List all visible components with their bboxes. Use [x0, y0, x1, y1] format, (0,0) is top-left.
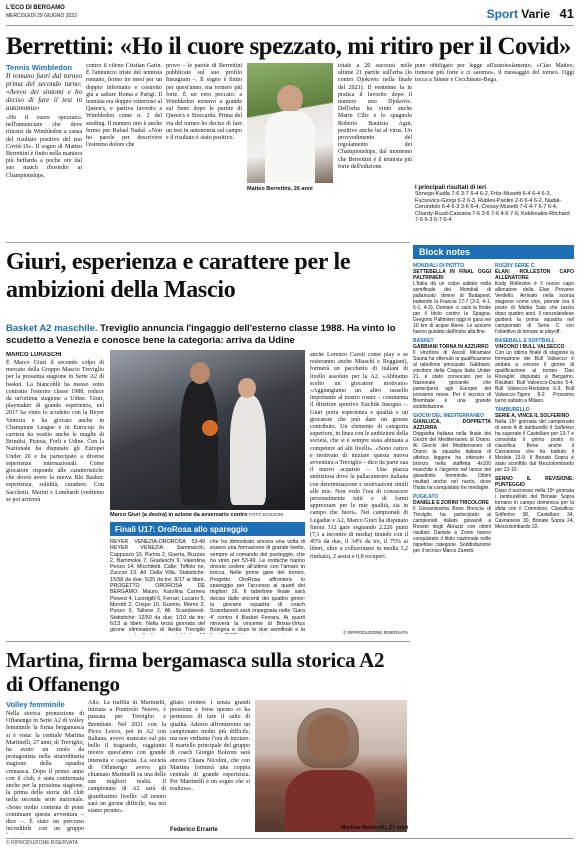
berrettini-col-4: totale a 20 successi nelle ultime 21 partite sull'erba (lo contro Djokovic nella finale del 2021). Il ventenne fa in pratica il favorito dopo il numero uno Djokovic. Dell'erba ha vinto anche Marin Cilic e lo spagnolo Roberto Bautista Agut, positivo anche lui al virus. Un provvedimento del regolamento dei Championships, dal momento che Berrettini è il tennista più forte dell'edizione.	[338, 63, 412, 170]
bn-section: GIOCHI DEL MEDITERRANEO	[413, 413, 485, 419]
giuri-photo	[110, 350, 305, 510]
giuri-subhead-kicker: Basket A2 maschile.	[6, 323, 98, 334]
section-varie: Varie	[521, 7, 550, 21]
giuri-subhead-text: Treviglio annuncia l'ingaggio dell'esterno classe 1988. Ha vinto lo scudetto a Venezia e conosce bene la categoria: arriva da Udine	[6, 323, 396, 346]
section-sport: Sport	[486, 7, 518, 21]
masthead	[6, 4, 574, 26]
player-light-shape	[230, 395, 266, 505]
bn-item	[495, 263, 574, 335]
results-box	[415, 185, 574, 235]
block-notes-title: Block notes	[413, 245, 574, 259]
martina-caption	[290, 825, 408, 831]
giuri-photo-credit: FOTO ROSSONI	[249, 512, 284, 517]
bn-title: VINCONO I BULL VALSECCO	[495, 344, 565, 350]
bn-item	[495, 407, 574, 473]
results-title: I principali risultati di ieri	[415, 185, 487, 191]
martina-hair-shape	[297, 708, 359, 768]
martina-text-1: Nella storica promozione di Offanengo in Serie A2 di volley femminile la firma bergamasca si è vista: la centrale Martina Martinelli, 27 anni, di Treviglio, ha avuto un ruolo da protagonista nella straordinaria stagione della squadra cremasca. Dopo il primo anno con il club, è stata confermata anche per la prossima stagione, la prima della storia del club nella seconda serie nazionale. «Sono molto contenta di poter continuare questa avventura – dice –. È stato un percorso incredibile con un gruppo	[6, 711, 84, 833]
giuri-byline: MARCO LURASCHI	[6, 352, 62, 358]
player-head-dark	[190, 362, 210, 384]
bn-text: Con un ottimo finale di stagione la formazione dei Bull Valsecco è andata a vincere il girone di qualificazione al torneo 'Dan Rovaglio' disputato a Bergamo. Risultati: Bull Valsecco-Ducks 5-4, Bull Valsecco-Redskins 6-3, Bull Valsecco-Tigers 8-2. Prossimo turno sabato a Milano.	[495, 350, 574, 404]
bn-section: BASEBALL E SOFTBALL	[495, 338, 555, 344]
martina-col-1	[6, 700, 84, 834]
bn-text: Il vincitore di Ascoli Miramare Sauna ha ottenuto la qualificazione al tabellone principale. Gabbiani, vincitore della Coppa Italia Under 21, è stato convocato per la Nazionale giovanile che parteciperà agli Europei del prossimo mese. Per il tecnico di Brembate è una grande soddisfazione.	[413, 350, 491, 410]
player-head-shape	[277, 85, 303, 113]
giuri-copyright: © RIPRODUZIONE RISERVATA	[343, 630, 408, 635]
finali-banner: Finali U17: OroRosa allo spareggio	[110, 522, 305, 536]
divider-1	[6, 242, 410, 243]
block-notes-panel	[413, 245, 574, 831]
player-shirt-shape	[265, 111, 315, 183]
giuri-text-1: È Marco Giuri il secondo colpo di mercato della Gruppo Mascio Treviglio per la prossima stagione in Serie A2 di basket. La biancoblù ha messo sotto contratto l'esterno classe 1988, reduce da un'ottima stagione a Udine. Giuri, playmaker di grande esperienza, nel 2017 ha vinto lo scudetto con la Reyer Venezia e ha giocato anche in Champions League e in Eurocup. In carriera ha vestito anche le maglie di Brindisi, Pistoia, Forlì e Udine. Con la Nazionale ha disputato gli Europei Under 20 e ha partecipato a diverse esperienze internazionali. Come giocatore risponde alle caratteristiche che dovrà avere la nuova Blu Basket: esperienza, solidità, carattere. Con Sacchetti, Marini e Lombardi (vedremo se poi arriverà	[6, 360, 104, 503]
bn-section: PUGILATO	[413, 494, 439, 500]
giuri-col-1	[6, 352, 104, 632]
paper-name: L'ECO DI BERGAMO	[6, 5, 65, 11]
bn-section: TAMBURELLO	[495, 407, 530, 413]
martina-jersey-shape	[285, 770, 375, 832]
berrettini-kicker: Tennis Wimbledon	[6, 63, 73, 72]
martina-col-2: Alto. La traffila di Martinelli, iniziata a Pontirolo Nuovo, è passata per Treviglio e Brembate. Nel 2021 con la Picco Lecco, poi in A2 con Italiana, avevo mancato sul più bello il traguardo, raggiunto invece quest'anno con grande intensità e capacità. La società di Offanengo aveva già chiamato Martinelli su una delle sue migliori realtà. Il campionato di A2 sarà di grandissimo livello: «Il nostro sarà un girone difficile, ma noi siamo pronte».	[88, 700, 166, 815]
bn-title: GIANLUCA, DOPPIETTA AZZURRA	[413, 419, 491, 431]
berrettini-text-1: «Ho il cuore spezzato» nell'annunciare che deve ritirarsi da Wimbledon a causa del risultato positivo del test Covid-19». Il sogno di Matteo Berrettini è finito nella maniera più beffarda a poche ore dal suo match d'esordio ai Championships,	[6, 115, 82, 179]
giuri-caption-text: Marco Giuri (a destra) in azione da avversario contro	[110, 512, 248, 518]
bn-text: Kody Rolleston è il nuovo capo allenatore della Elan Provene Verdello. Arrivato nella scorsa stagione come vice, prende ora il posto di Mattia Sala che lascia dopo quattro anni. Il neozelandese guiderà la prima squadra nel campionato di Serie C con l'obiettivo di tornare ai playoff.	[495, 281, 574, 335]
bn-title: ELAN: ROLLESTON CAPO ALLENATORE	[495, 269, 574, 281]
player-dark-shape	[180, 380, 218, 505]
bn-title: DANIELE E ZORINI TRICOLORE	[413, 500, 489, 506]
bn-section: BASKET	[413, 338, 434, 344]
bn-title: SERIE A, VINCE IL SOLFERINO	[495, 413, 570, 419]
bn-item	[495, 338, 574, 404]
bn-text: L'Italia dà un colpo saltato nella semifinale dei Mondiali di pallanuoto donne di Budapest, battendo la Francia 17-7 (3-2, 4-1, 6-1, 4-3). Domani ci sarà la finale per il titolo contro la Spagna. Gregorio Paltrinieri oggi in gara nei 10 km di acque libere. Le azzurre hanno guidato dall'inizio alla fine.	[413, 281, 491, 335]
bn-item	[413, 263, 491, 335]
berrettini-col-2: contro il cileno Cristian Garin. È l'annuncio triste del tennista romano, fermo tre mesi per un doppio infortunio e costretto già a saltare Roma e Parigi. Il tennista era doppio vittorioso al Queen's, e partiva favorito a Wimbledon come n. 2 del seeding. Il numero uno è anche fermo per Rafael Nadal. «Non ho parole per descrivere l'estremo dolore che	[86, 63, 162, 149]
giuri-col-2: anche Lorenzo Caroti come play e se resteranno anche Miaschi e Reggiani), formerà un pacchetto di italiani di livello assoluto per la A2. «Abbiamo scelto un giocatore motivato» «Aggiungiamo un altro tassello importante al nostro roster – commenta il direttore sportivo Euclide Insogna –. Giuri porta esperienza e qualità e un giocatore che può dare un grosso contributo. Un elemento di categoria superiore, in linea con le ambizioni della società, che si è sempre stata abituata a competere ad alti livelli». «Sono carico e motivato di iniziare questa nuova avventura a Treviglio – dice da parte sua il nuovo acquisto –. Una piazza ambiziosa dove la pallacanestro italiana con determinazione e motivazioni simili alle mie. Non vedo l'ora di conoscere personalmente tutti e di farmi apprezzare per le mie qualità, sia in campo che fuori». Nei campionati di Legadue e A2, Marco Giuri ha disputato finora 312 gare segnando 2.226 punti (7,1 a incontro di media) tirando con il 45% da due, il 34% da tre, il 75% ai liberi, oltre a collezionare in media 3,2 rimbalzi, 2 assist e 0,8 recuperi.	[310, 352, 408, 560]
bn-item	[413, 494, 491, 554]
bn-title: SETTEBELLA IN FINAL OGGI PALTRINIERI	[413, 269, 491, 281]
martina-kicker: Volley femminile	[6, 700, 65, 709]
martina-byline: Federico Errante	[170, 827, 218, 833]
basketball-shape	[202, 420, 218, 436]
bn-text: Nella 15ª giornata del campionato di serie A di tamburello il Solferino ha superato il Castellaro per 13-7 e consolida il primo posto in classifica. Bene anche il Cavrianese che ha battuto il Medole 13-9. Il Bonate Sopra è stato sconfitto dal Mezzolombardo per 13-10.	[495, 419, 574, 473]
divider-2	[6, 641, 410, 642]
block-notes-col-2	[495, 263, 574, 831]
bn-title: SENNO IL REVISIONE: PUNTEGGIO	[495, 476, 574, 488]
page-footer: © RIPRODUZIONE RISERVATA	[6, 838, 574, 848]
bn-item	[495, 476, 574, 530]
giuri-caption	[110, 512, 305, 518]
berrettini-standfirst: Il romano fuori dal torneo prima del secondo turno: «Avevo dei sintomi e ho deciso di fare il test in autonomia»	[6, 72, 82, 112]
berrettini-photo	[247, 63, 333, 183]
martina-headline: Martina, firma bergamasca sulla storica A2 di Offanengo	[6, 648, 385, 696]
results-text: Sonego-Kudla 7-6 3-7 6-4 6-2, Fritz-Musetti 6-4 6-4 6-3, Fucsovics-Giorgi 6-2 6-3, Rublev-Paolini 2-6 6-4 6-2, Nadal-Cerundolo 6-4 6-3 3-6 6-4, Cressy-Musetti 7-6 4-7 6-7 6-4, Chardy-Ruud-Caruana 7-6 3-6 7-6 4-6 7-6, Kokkinakis-Ritchard 7-6 6-3 6-7 6-4.	[415, 191, 570, 223]
section-title	[487, 7, 550, 21]
bn-title: GABBIANI TORNA IN AZZURRO	[413, 344, 489, 350]
giuri-headline: Giuri, esperienza e carattere per le ambizioni della Mascio	[6, 249, 351, 303]
page-number: 41	[559, 6, 574, 21]
bn-text: Dopo il successo nella 15ª giornata i tamburellisti del Bonate Sopra tornano in campo domenica per la sfida con il Cremolino. Classifica: Solferino 38, Castellaro 34, Cavrianese 30, Bonate Sopra 24, Mezzolombardo 22.	[495, 488, 574, 530]
issue-date: MERCOLEDÌ 29 GIUGNO 2022	[6, 13, 77, 19]
martina-caption-text: Martina Martinelli, 27 anni	[340, 825, 408, 831]
martina-photo	[255, 700, 407, 832]
finali-col-2: che ha dimostrato ancora una volta di essere una formazione di grande livello, sempre al comando del punteggio, che ha vinto per 53-49. Le orobiche hanno dovuto cedere all'ultimo con l'amaro in bocca. Nelle prime gare del torneo, Progetto OroRosa affronterà lo spareggio per l'accesso ai quarti dei migliori 16. Il tabellone finale sarà deciso dalle vincenti dei quattro gironi: la giovane squadra di coach Scandaresti sarà impegnata nella 'Gara 4' contro il Basket Ferrara. Ai quarti ritroverà la vincente di Brixia-Virtus Bologna e dopo le due semifinali e la	[210, 539, 305, 634]
berrettini-col-3: provo – le parole di Berrettini pubblicate sul suo profilo Instagram –. Il sogno è finito per quest'anno, ma tornerò più forte. È un vero peccato: a Wimbledon tornavo a grande sul fieno dopo le partite di Queen's e Stoccarda. Prima del via del torneo ho deciso di fare un test in autonomia sul campo e il risultato è stato positivo.	[166, 63, 242, 142]
bn-item	[413, 413, 491, 491]
berrettini-col-1	[6, 63, 82, 238]
berrettini-caption	[247, 186, 333, 192]
berrettini-col-5: pure obbligato per legge all'autoisolamento. «Ciao Matteo, tornerai più forte e ci saremo», il messaggio del torneo. Oggi tocca a Sinner e Cecchinato-Bega.	[415, 63, 574, 84]
bn-section: RUGBY SERIE C	[495, 263, 535, 269]
block-notes-col-1	[413, 263, 491, 831]
berrettini-caption-name: Matteo Berrettini, 26 anni	[247, 186, 313, 192]
bn-item	[413, 338, 491, 410]
finali-col-1: REYER VENEZIA-OROROSA 53-49 REYER VENEZIA: Sammarchi, Cappuzzo 10, Purina 2, Gueria, Ruzzas 2, Bammoka 7, Gradeschi 9, Valentina Penzo 14, Micchiletti. Calle: Toffolo ne, Zuccon 13. All. Dalla Villa. Statistiche: 15/58 da due; 5/25 da tre; 8/17 ai liberi. PROGETTO OROROSA DE BERGAMO: Mauro, Karolina Carrera Piovesi 4, Lucivigilli 6, Ferrari, Lucano 5, Morotti 2, Crispo 10, Guerini, Morris 2, Punzo 9, Tallone 2, All. Scandaresti. Statistiche: 12/50 da due; 1/10 da tre; 6/13 ai liberi. Nella terza giornata del girone eliminatorio di Aedia Treviglio	[110, 539, 205, 634]
giuri-subhead	[6, 323, 406, 347]
berrettini-headline: Berrettini: «Ho il cuore spezzato, mi ritiro per il Covid»	[6, 33, 571, 60]
player-head-light	[238, 378, 256, 398]
bn-section: MONDIALI DI PIOTTO	[413, 263, 465, 269]
bn-text: Doppietta italiana nella finale dei Giochi del Mediterraneo di Orano. Ai Giochi del Mediterraneo di Orano la squadra italiana di atletica leggera ha ottenuto il bronzo nella staffetta 4x100 maschile e l'argento nel lancio del giavellotto femminile. Ottimi risultati anche nel nuoto, dove l'Italia ha conquistato tre medaglie.	[413, 431, 491, 491]
martina-col-3: gliato credere i senza grandi pressioni e forse questo ci ha permesso di fare il salto di qualità. Adesso affronteremo un campionato molto più difficile, ma non vediamo l'ora di iniziare. Il martello principale del gruppo di coach Giorgio Bolzoni sarà ancora Chiara Nicolini, che con Martina formerà una coppia centrale di grande esperienza. Per Martinelli è un sogno che si realizza».	[170, 700, 250, 793]
bn-text: Il Giovanissima Boxe Brescia di Treviglio ha partecipato ai campionati italiani giovanili a Roseto degli Abruzzi con ottimi risultati: Daniele e Zorini hanno conquistato il titolo nazionale nelle rispettive categorie. Soddisfazione per il tecnico Marco Zanetti.	[413, 506, 491, 554]
